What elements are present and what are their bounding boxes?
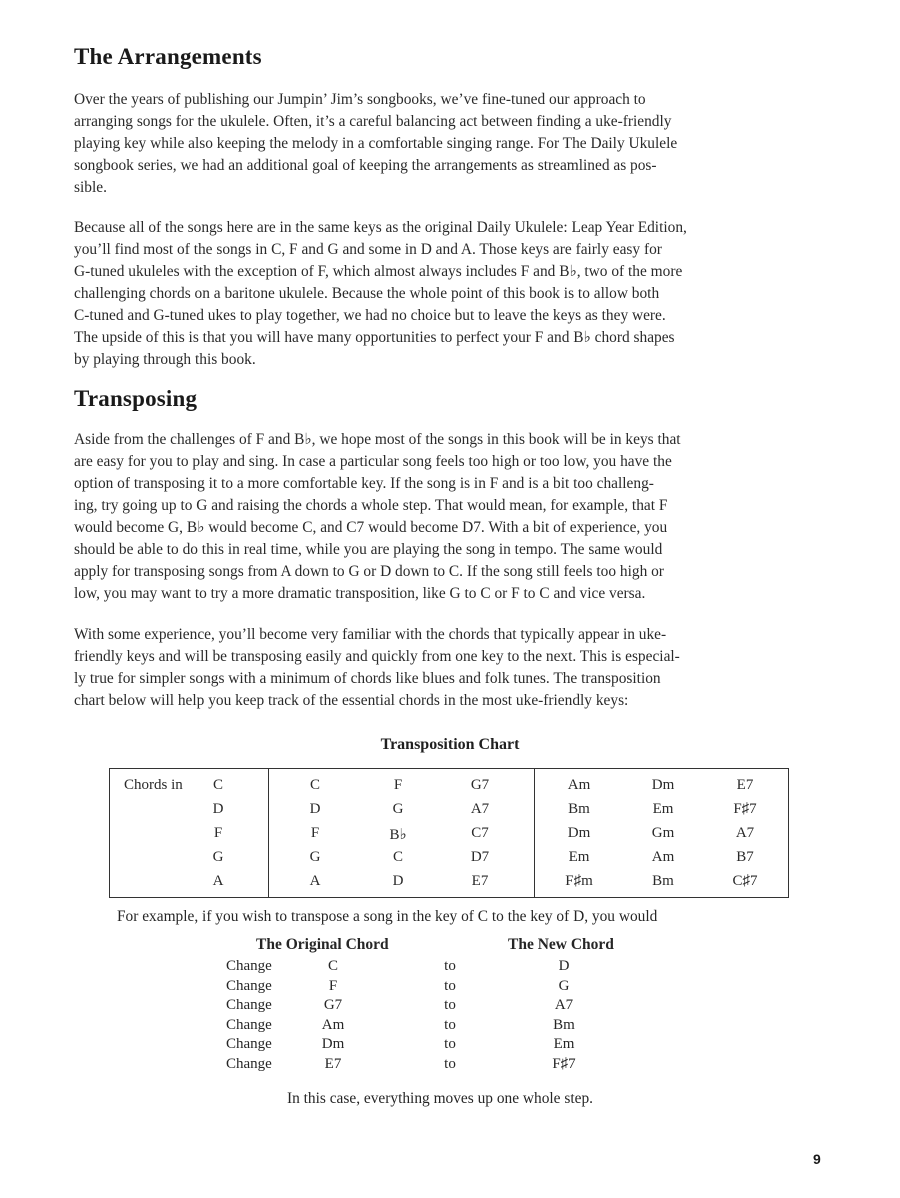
chart-chord-cell: F♯7 [733, 801, 757, 817]
example-from-cell: C [327, 958, 338, 974]
chart-chord-cell: C [309, 777, 320, 793]
example-to-cell: F♯7 [552, 1056, 576, 1072]
page-number: 9 [813, 1151, 821, 1167]
example-to-cell: Bm [553, 1017, 575, 1033]
example-to-cell: Em [553, 1036, 575, 1052]
chart-divider [268, 769, 269, 897]
chart-chord-cell: Am [651, 849, 675, 865]
chart-chord-cell: Gm [651, 825, 675, 841]
example-to-cell: G [558, 978, 570, 994]
example-to-cell: A7 [554, 997, 574, 1013]
text-line: you’ll find most of the songs in C, F and G and some in D and A. Those keys are fairly easy for [74, 241, 662, 258]
example-to-word-cell: to [444, 997, 456, 1013]
text-line: chart below will help you keep track of the essential chords in the most uke-friendly keys: [74, 692, 629, 709]
chart-chord-cell: C7 [471, 825, 489, 841]
chart-chord-cell: Em [568, 849, 590, 865]
chart-chord-cell: Bm [652, 873, 674, 889]
example-from-cell: G7 [323, 997, 343, 1013]
text-line: low, you may want to try a more dramatic transposition, like G to C or F to C and vice versa. [74, 585, 646, 602]
example-to-cell: D [558, 958, 570, 974]
text-line: Aside from the challenges of F and B♭, we hope most of the songs in this book will be in keys that [74, 431, 681, 448]
text-line: challenging chords on a baritone ukulele. Because the whole point of this book is to allow both [74, 285, 660, 302]
chart-divider [534, 769, 535, 897]
example-conclusion: In this case, everything moves up one whole step. [286, 1090, 594, 1107]
text-line: With some experience, you’ll become very familiar with the chords that typically appear in uke- [74, 626, 667, 643]
example-from-cell: F [328, 978, 338, 994]
transposing-paragraph-1 [74, 429, 820, 605]
chart-chord-cell: C [392, 849, 403, 865]
chart-chord-cell: B♭ [389, 827, 407, 843]
chart-key-cell: D [212, 801, 224, 817]
chords-in-label: Chords in [124, 777, 183, 793]
text-line: arranging songs for the ukulele. Often, it’s a careful balancing act between finding a uke-friendly [74, 113, 672, 130]
chart-chord-cell: D [392, 873, 404, 889]
example-to-word-cell: to [444, 978, 456, 994]
text-line: C-tuned and G-tuned ukes to play together, we had no choice but to leave the keys as they were. [74, 307, 666, 324]
chart-chord-cell: A7 [735, 825, 755, 841]
text-line: G-tuned ukuleles with the exception of F, which almost always includes F and B♭, two of the more [74, 263, 683, 280]
chart-key-cell: G [212, 849, 224, 865]
example-from-cell: E7 [324, 1056, 342, 1072]
chart-chord-cell: Am [567, 777, 591, 793]
text-line: would become G, B♭ would become C, and C7 would become D7. With a bit of experience, you [74, 519, 668, 536]
example-verb-cell: Change [226, 958, 272, 974]
example-verb-cell: Change [226, 997, 272, 1013]
example-from-cell: Am [321, 1017, 345, 1033]
text-line: ly true for simpler songs with a minimum of chords like blues and folk tunes. The transposition [74, 670, 661, 687]
heading-transposing: Transposing [74, 386, 198, 411]
chart-chord-cell: D7 [470, 849, 490, 865]
heading-arrangements: The Arrangements [74, 44, 262, 69]
arrangements-paragraph-2 [74, 217, 820, 371]
arrangements-paragraph-1 [74, 89, 820, 199]
example-verb-cell: Change [226, 978, 272, 994]
chart-chord-cell: F [393, 777, 403, 793]
example-to-word-cell: to [444, 1036, 456, 1052]
example-verb-cell: Change [226, 1017, 272, 1033]
example-from-cell: Dm [321, 1036, 345, 1052]
transposition-chart [109, 768, 789, 898]
transposition-chart-title: Transposition Chart [380, 736, 520, 753]
chart-chord-cell: A [309, 873, 321, 889]
chart-key-cell: F [213, 825, 223, 841]
chart-chord-cell: F♯m [565, 873, 593, 889]
original-chord-header: The Original Chord [256, 936, 389, 953]
chart-chord-cell: A7 [470, 801, 490, 817]
chart-chord-cell: Em [652, 801, 674, 817]
chart-chord-cell: G [392, 801, 404, 817]
text-line: playing key while also keeping the melody in a comfortable singing range. For The Daily Ukulele [74, 135, 678, 152]
chart-chord-cell: B7 [736, 849, 754, 865]
example-to-word-cell: to [444, 1017, 456, 1033]
chart-chord-cell: G [309, 849, 321, 865]
text-line: The upside of this is that you will have many opportunities to perfect your F and B♭ chord shapes [74, 329, 675, 346]
chart-chord-cell: Dm [567, 825, 591, 841]
text-line: songbook series, we had an additional goal of keeping the arrangements as streamlined as pos- [74, 157, 657, 174]
chart-chord-cell: G7 [470, 777, 490, 793]
chart-chord-cell: Dm [651, 777, 675, 793]
chart-chord-cell: E7 [736, 777, 754, 793]
new-chord-header: The New Chord [508, 936, 614, 953]
chart-chord-cell: F [310, 825, 320, 841]
text-line: friendly keys and will be transposing easily and quickly from one key to the next. This is especial- [74, 648, 680, 665]
text-line: option of transposing it to a more comfortable key. If the song is in F and is a bit too challeng- [74, 475, 654, 492]
text-line: Because all of the songs here are in the same keys as the original Daily Ukulele: Leap Year Edition, [74, 219, 687, 236]
chart-key-cell: C [212, 777, 223, 793]
chart-chord-cell: D [309, 801, 321, 817]
chart-chord-cell: C♯7 [732, 873, 758, 889]
text-line: should be able to do this in real time, while you are playing the song in tempo. The same would [74, 541, 663, 558]
chart-chord-cell: Bm [568, 801, 590, 817]
example-verb-cell: Change [226, 1036, 272, 1052]
example-to-word-cell: to [444, 958, 456, 974]
example-intro: For example, if you wish to transpose a song in the key of C to the key of D, you would [117, 908, 658, 925]
transposing-paragraph-2 [74, 624, 820, 712]
text-line: Over the years of publishing our Jumpin’ Jim’s songbooks, we’ve fine-tuned our approach to [74, 91, 646, 108]
text-line: sible. [74, 179, 107, 196]
text-line: are easy for you to play and sing. In case a particular song feels too high or too low, you have the [74, 453, 672, 470]
chart-key-cell: A [212, 873, 224, 889]
chart-chord-cell: E7 [471, 873, 489, 889]
example-verb-cell: Change [226, 1056, 272, 1072]
text-line: by playing through this book. [74, 351, 256, 368]
example-to-word-cell: to [444, 1056, 456, 1072]
text-line: apply for transposing songs from A down to G or D down to C. If the song still feels too high or [74, 563, 664, 580]
text-line: ing, try going up to G and raising the chords a whole step. That would mean, for example, that F [74, 497, 668, 514]
